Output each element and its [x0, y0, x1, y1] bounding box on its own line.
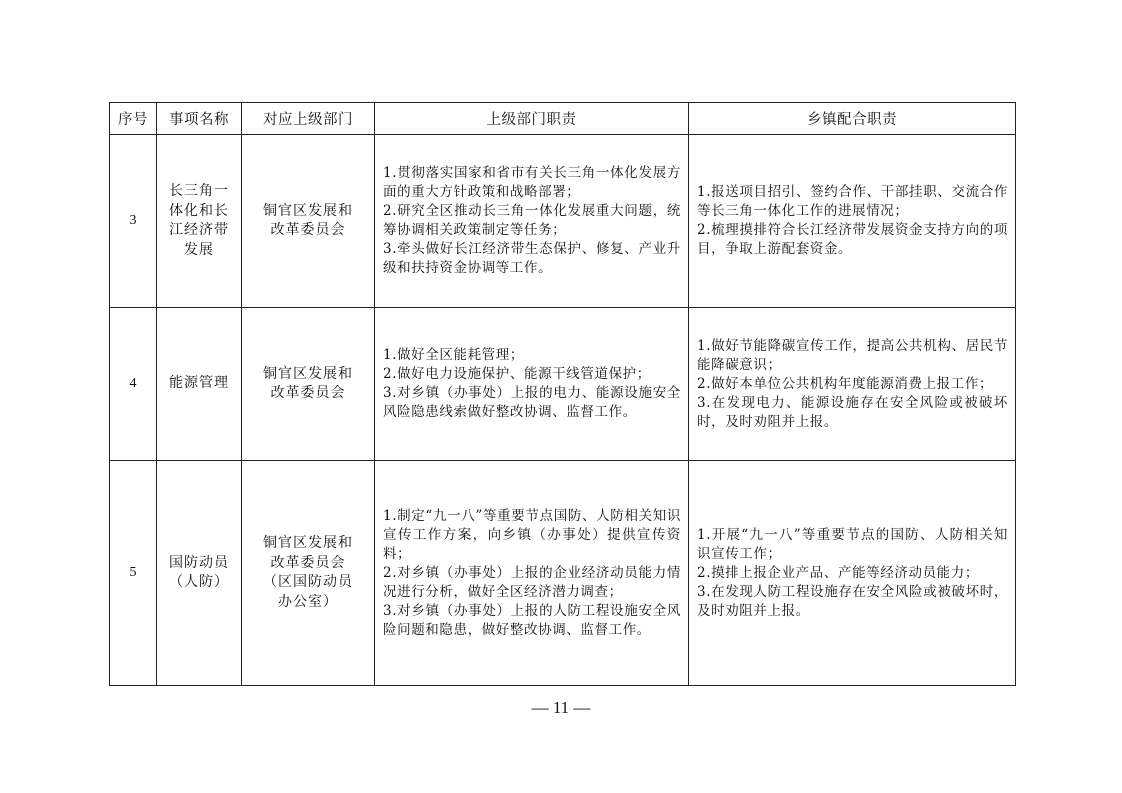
- header-num: 序号: [110, 103, 157, 135]
- township-duty-item: 3.在发现电力、能源设施存在安全风险或被破坏时，及时劝阻并上报。: [697, 394, 1008, 430]
- duty-table: [109, 102, 1016, 686]
- superior-duty-item: 2.做好电力设施保护、能源干线管道保护；: [383, 366, 651, 382]
- township-duty-item: 2.做好本单位公共机构年度能源消费上报工作；: [697, 375, 994, 392]
- item-name: 国防动员（人防）: [169, 554, 229, 590]
- item-name: 能源管理: [169, 375, 229, 392]
- superior-duty-item: 3.对乡镇（办事处）上报的人防工程设施安全风险问题和隐患，做好整改协调、监督工作。: [383, 602, 681, 638]
- table-header-row: [110, 103, 1016, 135]
- township-duty-item: 1.报送项目招引、签约合作、干部挂职、交流合作等长三角一体化工作的进展情况；: [697, 184, 1008, 219]
- superior-duty-item: 1.贯彻落实国家和省市有关长三角一体化发展方面的重大方针政策和战略部署；: [383, 165, 681, 200]
- superior-dept: 铜官区发展和改革委员会: [263, 365, 353, 401]
- row-num: 5: [110, 461, 157, 686]
- table-row: [110, 308, 1016, 461]
- header-superior-dept: 对应上级部门: [242, 103, 375, 135]
- table-row: [110, 135, 1016, 308]
- item-name: 长三角一体化和长江经济带发展: [169, 183, 229, 258]
- superior-dept: 铜官区发展和改革委员会（区国防动员办公室）: [263, 535, 353, 610]
- superior-dept: 铜官区发展和改革委员会: [263, 202, 353, 238]
- superior-duty-item: 2.研究全区推动长三角一体化发展重大问题，统筹协调相关政策制定等任务；: [383, 203, 681, 238]
- header-township-duties: 乡镇配合职责: [689, 103, 1016, 135]
- superior-duties-cell: [375, 461, 689, 686]
- township-duty-item: 1.开展“九一八”等重要节点的国防、人防相关知识宣传工作；: [697, 526, 1008, 562]
- township-duty-item: 2.摸排上报企业产品、产能等经济动员能力；: [697, 564, 979, 581]
- row-num: 3: [110, 135, 157, 308]
- township-duties-cell: [689, 308, 1016, 461]
- superior-duties-cell: [375, 308, 689, 461]
- township-duties-cell: [689, 135, 1016, 308]
- header-item-name: 事项名称: [157, 103, 242, 135]
- table-row: [110, 461, 1016, 686]
- item-name-cell: [157, 461, 242, 686]
- superior-duty-item: 3.牵头做好长江经济带生态保护、修复、产业升级和扶持资金协调等工作。: [383, 241, 681, 276]
- township-duty-item: 3.在发现人防工程设施存在安全风险或被破坏时，及时劝阻并上报。: [697, 583, 1008, 619]
- row-num: 4: [110, 308, 157, 461]
- item-name-cell: [157, 308, 242, 461]
- superior-duty-item: 3.对乡镇（办事处）上报的电力、能源设施安全风险隐患线索做好整改协调、监督工作。: [383, 385, 681, 420]
- township-duty-item: 1.做好节能降碳宣传工作，提高公共机构、居民节能降碳意识；: [697, 337, 1008, 373]
- superior-duty-item: 2.对乡镇（办事处）上报的企业经济动员能力情况进行分析，做好全区经济潜力调查；: [383, 564, 681, 600]
- superior-dept-cell: [242, 308, 375, 461]
- superior-dept-cell: [242, 461, 375, 686]
- superior-duty-item: 1.制定“九一八”等重要节点国防、人防相关知识宣传工作方案，向乡镇（办事处）提供宣传资料；: [383, 507, 681, 562]
- superior-duties-cell: [375, 135, 689, 308]
- page-number: — 11 —: [531, 698, 591, 717]
- township-duties-cell: [689, 461, 1016, 686]
- superior-duty-item: 1.做好全区能耗管理；: [383, 347, 524, 363]
- header-superior-duties: 上级部门职责: [375, 103, 689, 135]
- item-name-cell: [157, 135, 242, 308]
- township-duty-item: 2.梳理摸排符合长江经济带发展资金支持方向的项目，争取上游配套资金。: [697, 222, 1008, 257]
- superior-dept-cell: [242, 135, 375, 308]
